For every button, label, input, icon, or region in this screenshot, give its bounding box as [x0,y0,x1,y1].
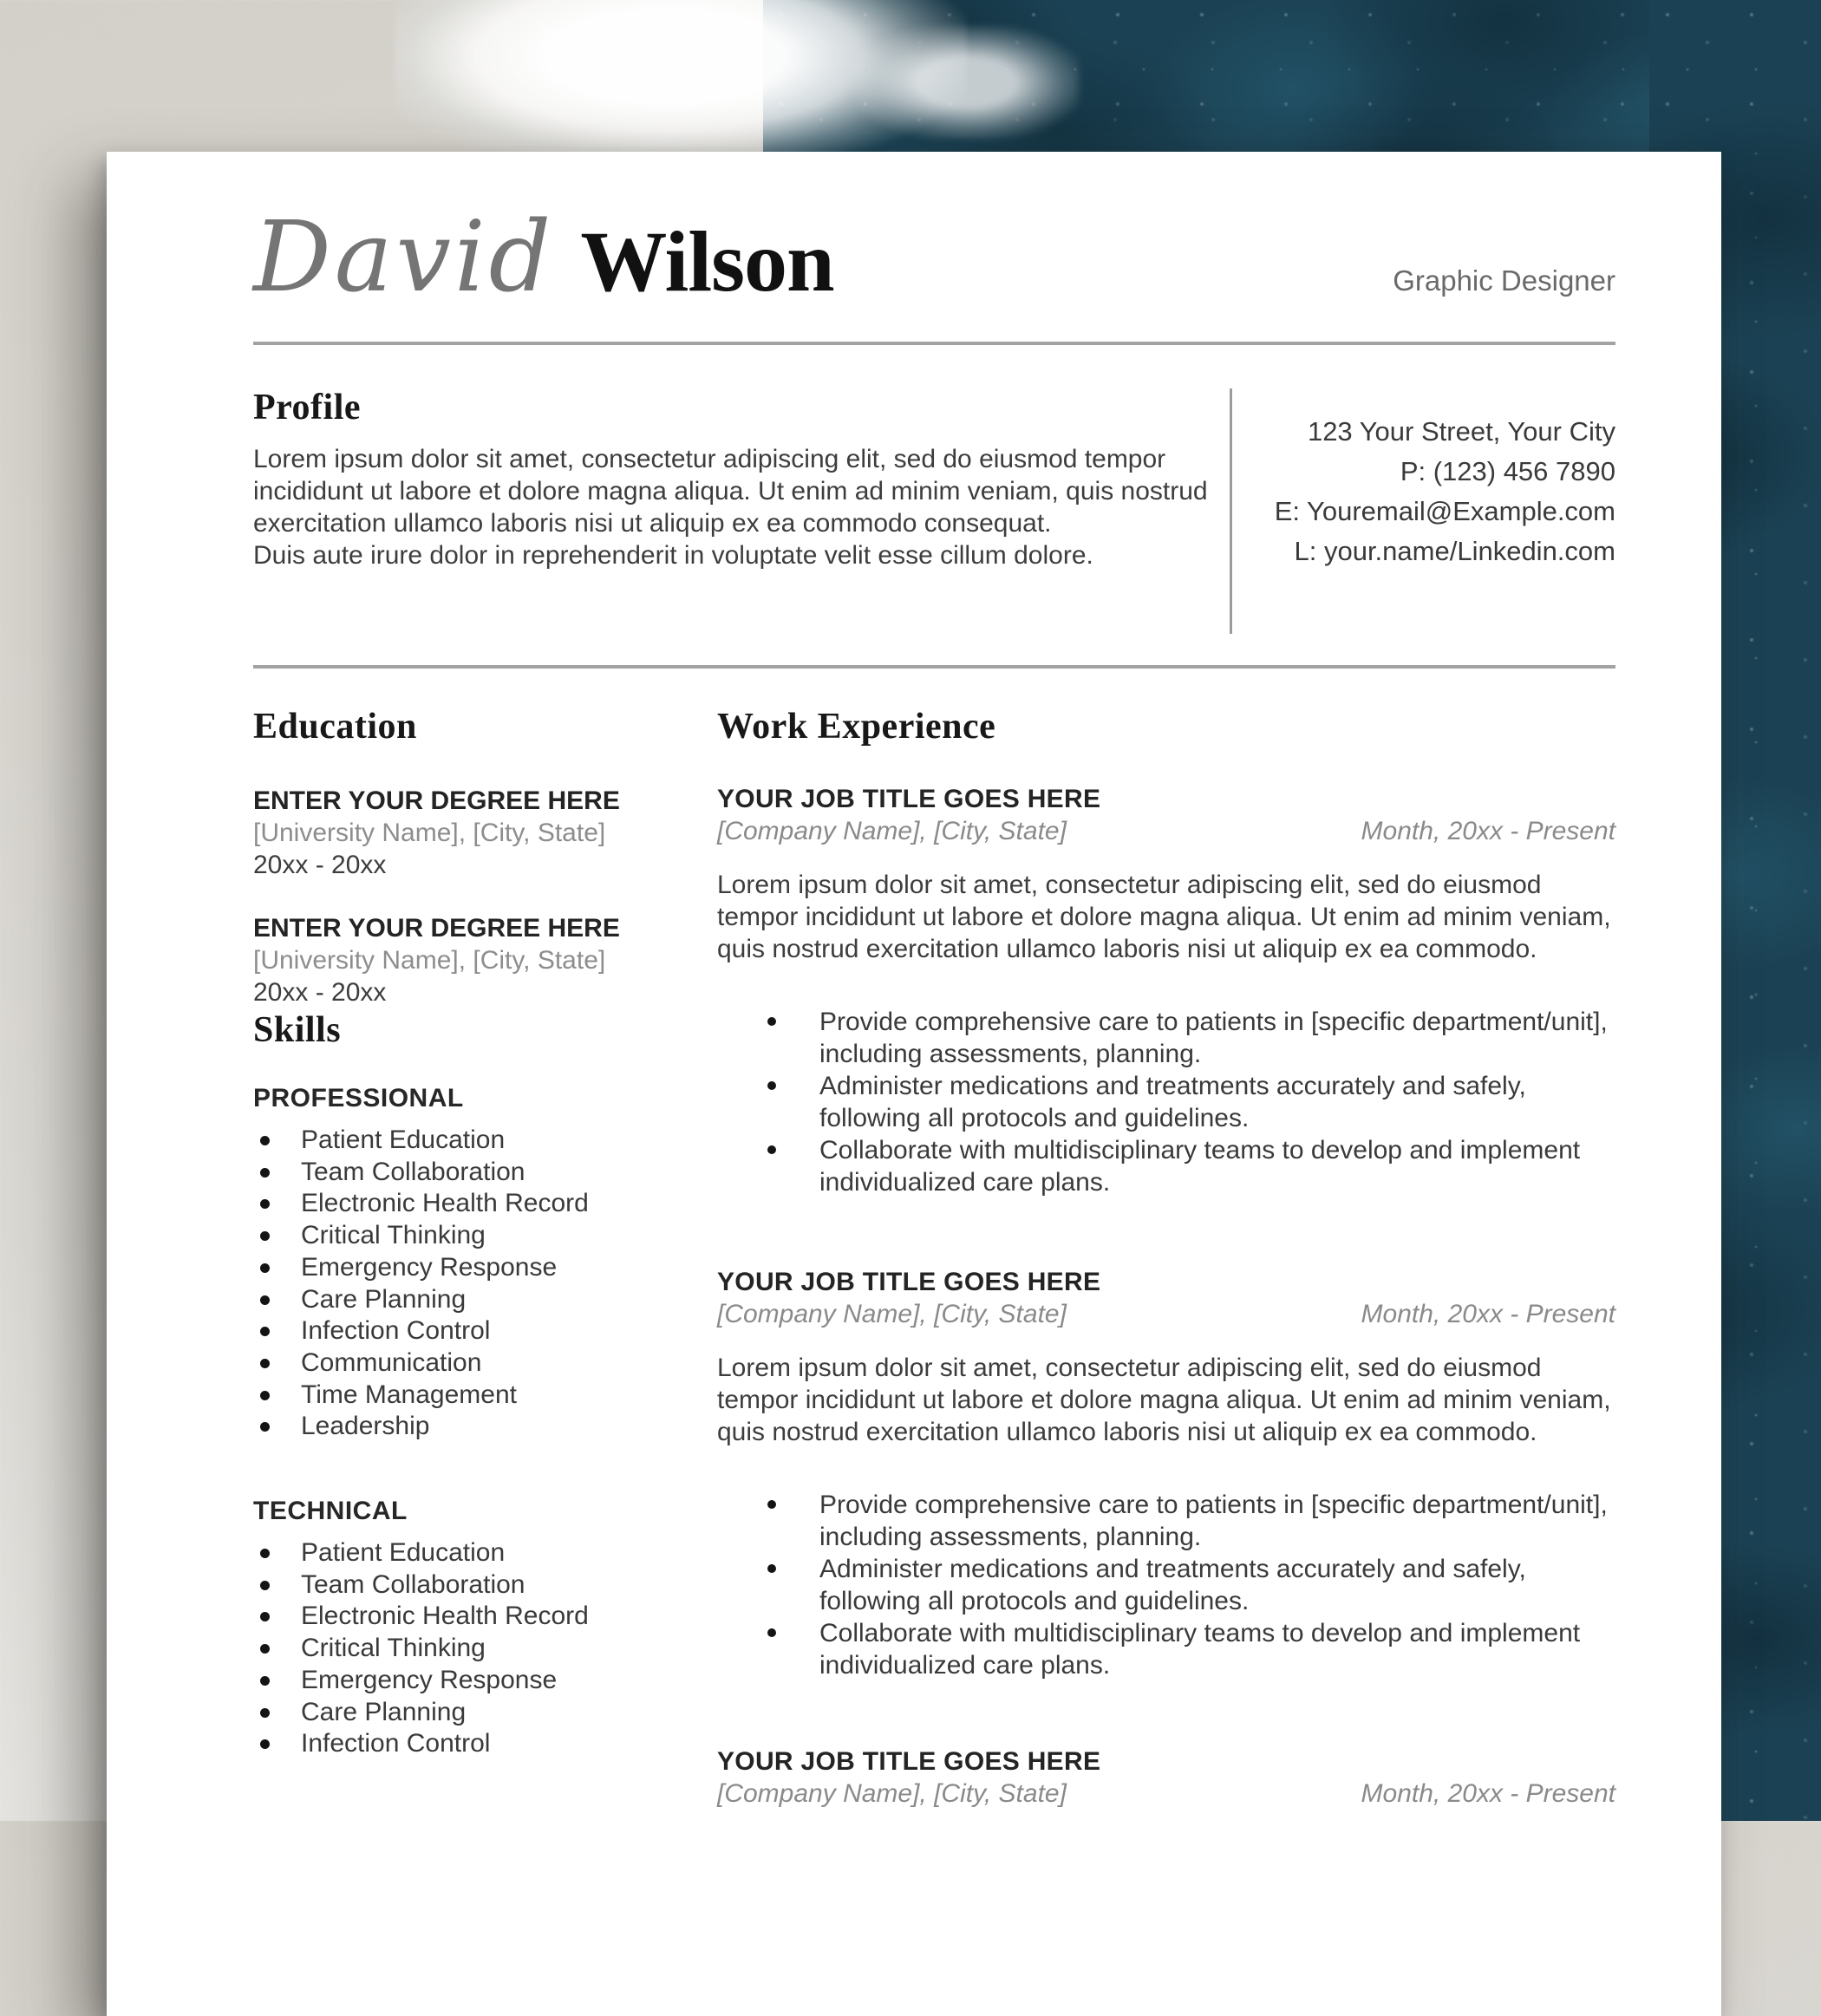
skill-item: Patient Education [253,1125,669,1157]
contact-linkedin: L: your.name/Linkedin.com [1294,536,1615,566]
education-heading: Education [253,707,417,747]
skill-item: Electronic Health Record [253,1188,669,1220]
job-dates: Month, 20xx - Present [1361,1779,1615,1808]
skill-item: Emergency Response [253,1252,669,1284]
job-entry-meta [717,1298,1615,1331]
skill-item: Communication [253,1347,669,1380]
education-years: 20xx - 20xx [253,851,387,879]
job-company: [Company Name], [City, State] [717,1300,1067,1328]
job-summary: Lorem ipsum dolor sit amet, consectetur adipiscing elit, sed do eiusmod tempor incididunt ut labore et dolore magna aliqua. Ut enim ad minim veniam, quis nostrud exercitation ullamco laboris nisi ut aliquip ex ea commodo. [717,1354,1611,1446]
name-first: David [253,201,555,314]
job-entry-meta [717,1778,1615,1810]
university-name: [University Name], [City, State] [253,819,606,847]
skill-item: Team Collaboration [253,1569,669,1602]
job-summary: Lorem ipsum dolor sit amet, consectetur adipiscing elit, sed do eiusmod tempor incididunt ut labore et dolore magna aliqua. Ut enim ad minim veniam, quis nostrud exercitation ullamco laboris nisi ut aliquip ex ea commodo. [717,871,1611,963]
profile-heading: Profile [253,388,362,427]
skills-list-professional [253,1125,669,1443]
profile-text-2: Duis aute irure dolor in reprehenderit in voluptate velit esse cillum dolore. [253,541,1093,570]
job-entry-title: YOUR JOB TITLE GOES HERE [717,785,1101,813]
job-bullet: Administer medications and treatments accurately and safely, following all protocols and guidelines. [717,1070,1615,1134]
profile-text: Lorem ipsum dolor sit amet, consectetur adipiscing elit, sed do eiusmod tempor incididunt ut labore et dolore magna aliqua. Ut enim ad minim veniam, quis nostrud exercitation ullamco laboris nisi ut aliquip ex ea commodo consequat. [253,445,1208,538]
right-column [717,705,1615,1810]
skill-item: Emergency Response [253,1665,669,1697]
university-name: [University Name], [City, State] [253,946,606,975]
job-bullet: Provide comprehensive care to patients in [specific department/unit], including assessments, planning. [717,1006,1615,1070]
education-entry [253,912,669,1008]
degree-name: ENTER YOUR DEGREE HERE [253,914,620,943]
job-company: [Company Name], [City, State] [717,817,1067,845]
section-rule [253,665,1615,669]
job-bullet-list [717,1006,1615,1198]
contact-block [1130,412,1615,571]
resume-page [107,152,1721,2016]
job-entry-title: YOUR JOB TITLE GOES HERE [717,1747,1101,1776]
contact-address: 123 Your Street, Your City [1307,416,1615,447]
job-bullet: Collaborate with multidisciplinary teams to develop and implement individualized care plans. [717,1617,1615,1681]
skill-item: Critical Thinking [253,1633,669,1665]
name-last: Wilson [580,213,834,310]
skill-item: Infection Control [253,1315,669,1347]
skills-heading: Skills [253,1010,342,1050]
skill-item: Leadership [253,1411,669,1443]
degree-name: ENTER YOUR DEGREE HERE [253,786,620,815]
skills-list-technical [253,1537,669,1760]
resume-header [253,201,1615,314]
job-entry-title: YOUR JOB TITLE GOES HERE [717,1268,1101,1296]
profile-section [253,388,1211,571]
job-entry [717,783,1615,1198]
skill-item: Patient Education [253,1537,669,1569]
skill-item: Critical Thinking [253,1220,669,1252]
job-bullet-list [717,1489,1615,1681]
skills-group-label-professional: PROFESSIONAL [253,1084,464,1112]
wave-foam-small [854,26,1080,139]
skills-group-label-technical: TECHNICAL [253,1497,408,1526]
job-entry [717,1745,1615,1810]
job-bullet: Administer medications and treatments accurately and safely, following all protocols and guidelines. [717,1553,1615,1617]
job-title: Graphic Designer [1393,264,1615,297]
job-company: [Company Name], [City, State] [717,1779,1067,1808]
header-rule [253,342,1615,345]
skill-item: Care Planning [253,1284,669,1316]
skill-item: Infection Control [253,1728,669,1760]
job-entry [717,1266,1615,1681]
education-years: 20xx - 20xx [253,978,387,1007]
job-dates: Month, 20xx - Present [1361,817,1615,845]
work-experience-heading: Work Experience [717,707,996,747]
left-column [253,705,669,1760]
skill-item: Care Planning [253,1697,669,1729]
skill-item: Team Collaboration [253,1157,669,1189]
job-bullet: Provide comprehensive care to patients in [specific department/unit], including assessments, planning. [717,1489,1615,1553]
education-entry [253,785,669,881]
skill-item: Electronic Health Record [253,1601,669,1633]
contact-email: E: Youremail@Example.com [1274,496,1615,526]
skill-item: Time Management [253,1380,669,1412]
contact-phone: P: (123) 456 7890 [1400,456,1615,486]
job-dates: Month, 20xx - Present [1361,1300,1615,1328]
job-bullet: Collaborate with multidisciplinary teams to develop and implement individualized care plans. [717,1134,1615,1198]
job-entry-meta [717,815,1615,848]
